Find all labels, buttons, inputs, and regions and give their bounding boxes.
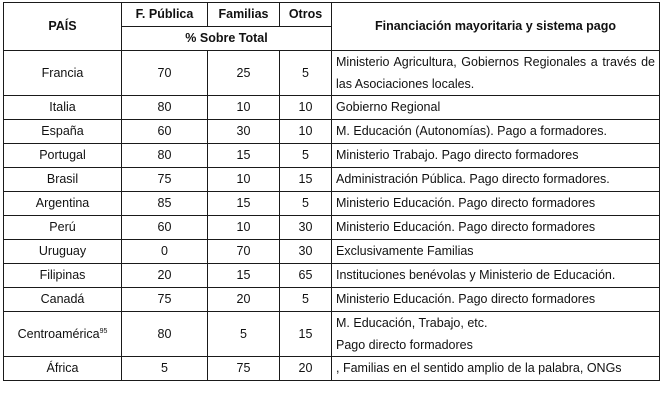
cell-otros: 15 <box>280 312 332 357</box>
cell-familias: 10 <box>208 168 280 192</box>
cell-publica: 75 <box>122 168 208 192</box>
cell-financiacion: Ministerio Agricultura, Gobiernos Regionales a través de las Asociaciones locales. <box>332 51 660 96</box>
table-row <box>4 240 660 264</box>
cell-otros: 10 <box>280 96 332 120</box>
cell-familias: 15 <box>208 144 280 168</box>
table-row <box>4 192 660 216</box>
cell-financiacion: Gobierno Regional <box>332 96 660 120</box>
cell-familias: 75 <box>208 357 280 381</box>
cell-otros: 30 <box>280 240 332 264</box>
cell-financiacion: Ministerio Trabajo. Pago directo formadores <box>332 144 660 168</box>
cell-financiacion: Instituciones benévolas y Ministerio de Educación. <box>332 264 660 288</box>
cell-familias: 25 <box>208 51 280 96</box>
cell-pais: Canadá <box>4 288 122 312</box>
cell-otros: 20 <box>280 357 332 381</box>
table-row <box>4 264 660 288</box>
table-row <box>4 168 660 192</box>
table-row <box>4 288 660 312</box>
cell-familias: 20 <box>208 288 280 312</box>
cell-otros: 30 <box>280 216 332 240</box>
cell-publica: 60 <box>122 216 208 240</box>
cell-familias: 30 <box>208 120 280 144</box>
cell-pais: África <box>4 357 122 381</box>
cell-otros: 10 <box>280 120 332 144</box>
cell-publica: 20 <box>122 264 208 288</box>
footnote-ref: 95 <box>99 327 108 335</box>
table-row <box>4 120 660 144</box>
cell-pais: Argentina <box>4 192 122 216</box>
cell-pais <box>4 312 122 357</box>
table-row <box>4 216 660 240</box>
cell-familias: 15 <box>208 192 280 216</box>
cell-pais: Brasil <box>4 168 122 192</box>
cell-otros: 5 <box>280 144 332 168</box>
cell-publica: 80 <box>122 312 208 357</box>
cell-familias: 5 <box>208 312 280 357</box>
header-familias: Familias <box>208 3 280 27</box>
cell-otros: 5 <box>280 288 332 312</box>
table-row <box>4 51 660 96</box>
cell-familias: 10 <box>208 96 280 120</box>
cell-otros: 15 <box>280 168 332 192</box>
cell-financiacion <box>332 312 660 357</box>
header-financiacion: Financiación mayoritaria y sistema pago <box>332 3 660 51</box>
cell-pais: Filipinas <box>4 264 122 288</box>
cell-publica: 5 <box>122 357 208 381</box>
table-row <box>4 312 660 357</box>
cell-pais: Perú <box>4 216 122 240</box>
header-row <box>4 3 660 27</box>
table-row <box>4 144 660 168</box>
cell-publica: 70 <box>122 51 208 96</box>
table-row <box>4 96 660 120</box>
cell-otros: 5 <box>280 192 332 216</box>
cell-financiacion: Ministerio Educación. Pago directo formadores <box>332 192 660 216</box>
cell-pais: España <box>4 120 122 144</box>
cell-pais: Portugal <box>4 144 122 168</box>
header-pais: PAÍS <box>4 3 122 51</box>
cell-publica: 0 <box>122 240 208 264</box>
financiacion-line: M. Educación, Trabajo, etc. <box>336 316 488 330</box>
country-name: Centroamérica <box>17 326 100 341</box>
cell-financiacion: Administración Pública. Pago directo formadores. <box>332 168 660 192</box>
financing-table <box>3 2 660 381</box>
financiacion-line: Pago directo formadores <box>336 338 473 352</box>
header-sobre-total: % Sobre Total <box>122 27 332 51</box>
cell-pais: Francia <box>4 51 122 96</box>
cell-financiacion: , Familias en el sentido amplio de la palabra, ONGs <box>332 357 660 381</box>
cell-pais: Uruguay <box>4 240 122 264</box>
table-row <box>4 357 660 381</box>
cell-otros: 5 <box>280 51 332 96</box>
cell-financiacion: M. Educación (Autonomías). Pago a formadores. <box>332 120 660 144</box>
cell-financiacion: Ministerio Educación. Pago directo formadores <box>332 216 660 240</box>
cell-otros: 65 <box>280 264 332 288</box>
cell-financiacion: Exclusivamente Familias <box>332 240 660 264</box>
cell-publica: 80 <box>122 96 208 120</box>
cell-familias: 70 <box>208 240 280 264</box>
cell-publica: 75 <box>122 288 208 312</box>
cell-familias: 15 <box>208 264 280 288</box>
document-page <box>3 2 660 381</box>
cell-publica: 60 <box>122 120 208 144</box>
cell-pais: Italia <box>4 96 122 120</box>
cell-publica: 80 <box>122 144 208 168</box>
cell-financiacion: Ministerio Educación. Pago directo formadores <box>332 288 660 312</box>
cell-publica: 85 <box>122 192 208 216</box>
header-publica: F. Pública <box>122 3 208 27</box>
header-otros: Otros <box>280 3 332 27</box>
cell-familias: 10 <box>208 216 280 240</box>
